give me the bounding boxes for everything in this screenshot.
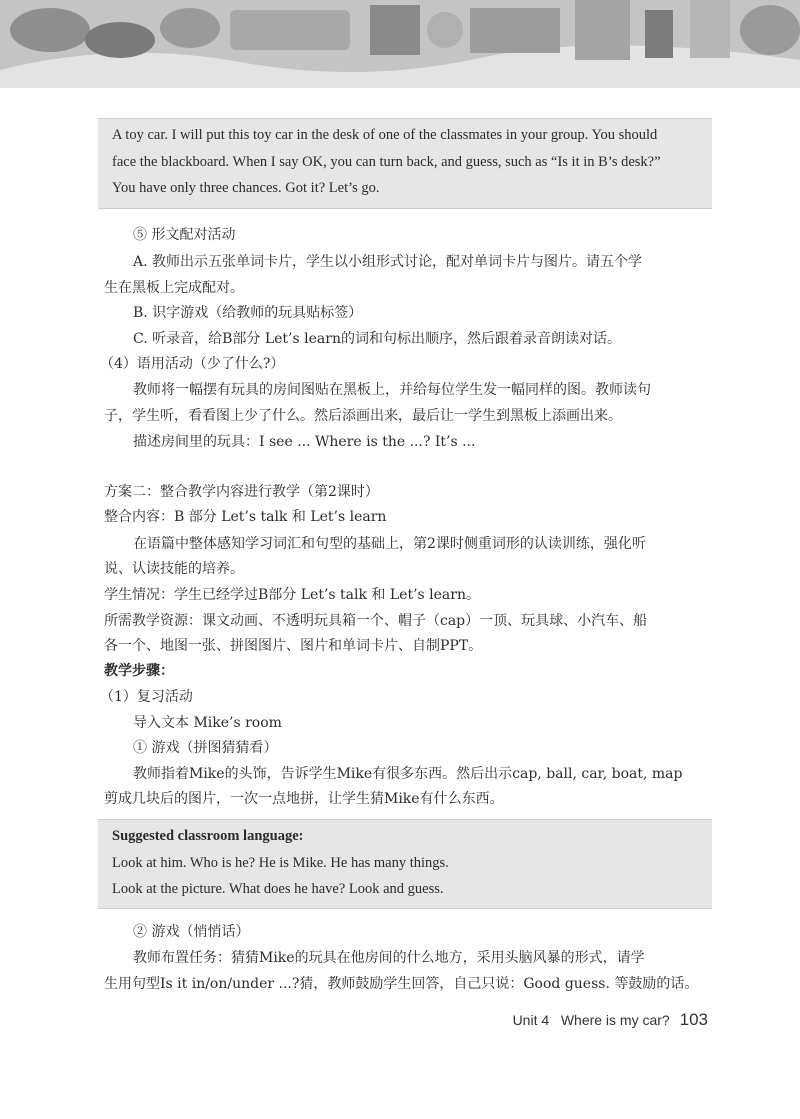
header-illustration-banner — [0, 0, 800, 88]
activity-heading: ② 游戏（悄悄话） — [133, 924, 250, 940]
footer-unit: Unit 4 — [512, 1012, 550, 1028]
section-heading: （1）复习活动 — [100, 689, 193, 705]
paragraph-line: 导入文本 Mike’s room — [133, 715, 282, 731]
paragraph-line: 说、认读技能的培养。 — [104, 561, 244, 577]
activity-heading: ⑤ 形文配对活动 — [133, 227, 236, 243]
box-text-line: A toy car. I will put this toy car in the desk of one of the classmates in your group. You should — [112, 127, 658, 143]
teacher-speech-box — [98, 118, 712, 209]
paragraph-line: 在语篇中整体感知学习词汇和句型的基础上，第2课时侧重词形的认读训练，强化听 — [133, 536, 646, 552]
box-title: Suggested classroom language: — [112, 828, 304, 844]
paragraph-line: 各一个、地图一张、拼图图片、图片和单词卡片、自制PPT。 — [104, 638, 483, 654]
banner-illustration — [0, 0, 800, 88]
activity-heading: ① 游戏（拼图猜猜看） — [133, 740, 278, 756]
box-text-line: Look at the picture. What does he have? Look and guess. — [112, 881, 444, 897]
steps-heading: 教学步骤： — [104, 663, 174, 679]
suggested-language-box — [98, 819, 712, 909]
paragraph-line: 学生情况：学生已经学过B部分 Let’s talk 和 Let’s learn。 — [104, 587, 480, 603]
paragraph-line: 生用句型Is it in/on/under ...?猜，教师鼓励学生回答，自己只说：Good guess. 等鼓励的话。 — [104, 976, 699, 992]
paragraph-line: 教师将一幅摆有玩具的房间图贴在黑板上，并给每位学生发一幅同样的图。教师读句 — [133, 382, 651, 398]
section-heading: （4）语用活动（少了什么?） — [100, 356, 285, 372]
step-text: A. 教师出示五张单词卡片，学生以小组形式讨论，配对单词卡片与图片。请五个学 — [133, 254, 643, 270]
paragraph-line: 所需教学资源：课文动画、不透明玩具箱一个、帽子（cap）一顶、玩具球、小汽车、船 — [104, 613, 648, 629]
step-text: 生在黑板上完成配对。 — [104, 280, 244, 296]
paragraph-line: 教师布置任务：猜猜Mike的玩具在他房间的什么地方，采用头脑风暴的形式，请学 — [133, 950, 645, 966]
box-text-line: face the blackboard. When I say OK, you can turn back, and guess, such as “Is it in B’s desk?” — [112, 153, 661, 170]
footer-title: Where is my car? — [560, 1012, 670, 1028]
paragraph-line: 整合内容：B 部分 Let’s talk 和 Let’s learn — [104, 509, 387, 525]
plan-heading: 方案二：整合教学内容进行教学（第2课时） — [104, 484, 379, 500]
step-text: B. 识字游戏（给教师的玩具贴标签） — [133, 305, 363, 321]
box-text-line: Look at him. Who is he? He is Mike. He has many things. — [112, 854, 449, 871]
box-text-line: You have only three chances. Got it? Let’s go. — [112, 180, 380, 196]
step-text: C. 听录音，给B部分 Let’s learn的词和句标出顺序，然后跟着录音朗读对话。 — [133, 331, 621, 347]
paragraph-line: 子，学生听，看看图上少了什么。然后添画出来，最后让一学生到黑板上添画出来。 — [104, 408, 622, 424]
paragraph-line: 描述房间里的玩具：I see ... Where is the ...? It’s ... — [133, 434, 476, 450]
page-footer — [513, 1010, 708, 1030]
paragraph-line: 剪成几块后的图片，一次一点地拼，让学生猜Mike有什么东西。 — [104, 791, 504, 807]
page-number: 103 — [679, 1010, 708, 1029]
paragraph-line: 教师指着Mike的头饰，告诉学生Mike有很多东西。然后出示cap, ball, car, boat, map — [133, 766, 683, 782]
